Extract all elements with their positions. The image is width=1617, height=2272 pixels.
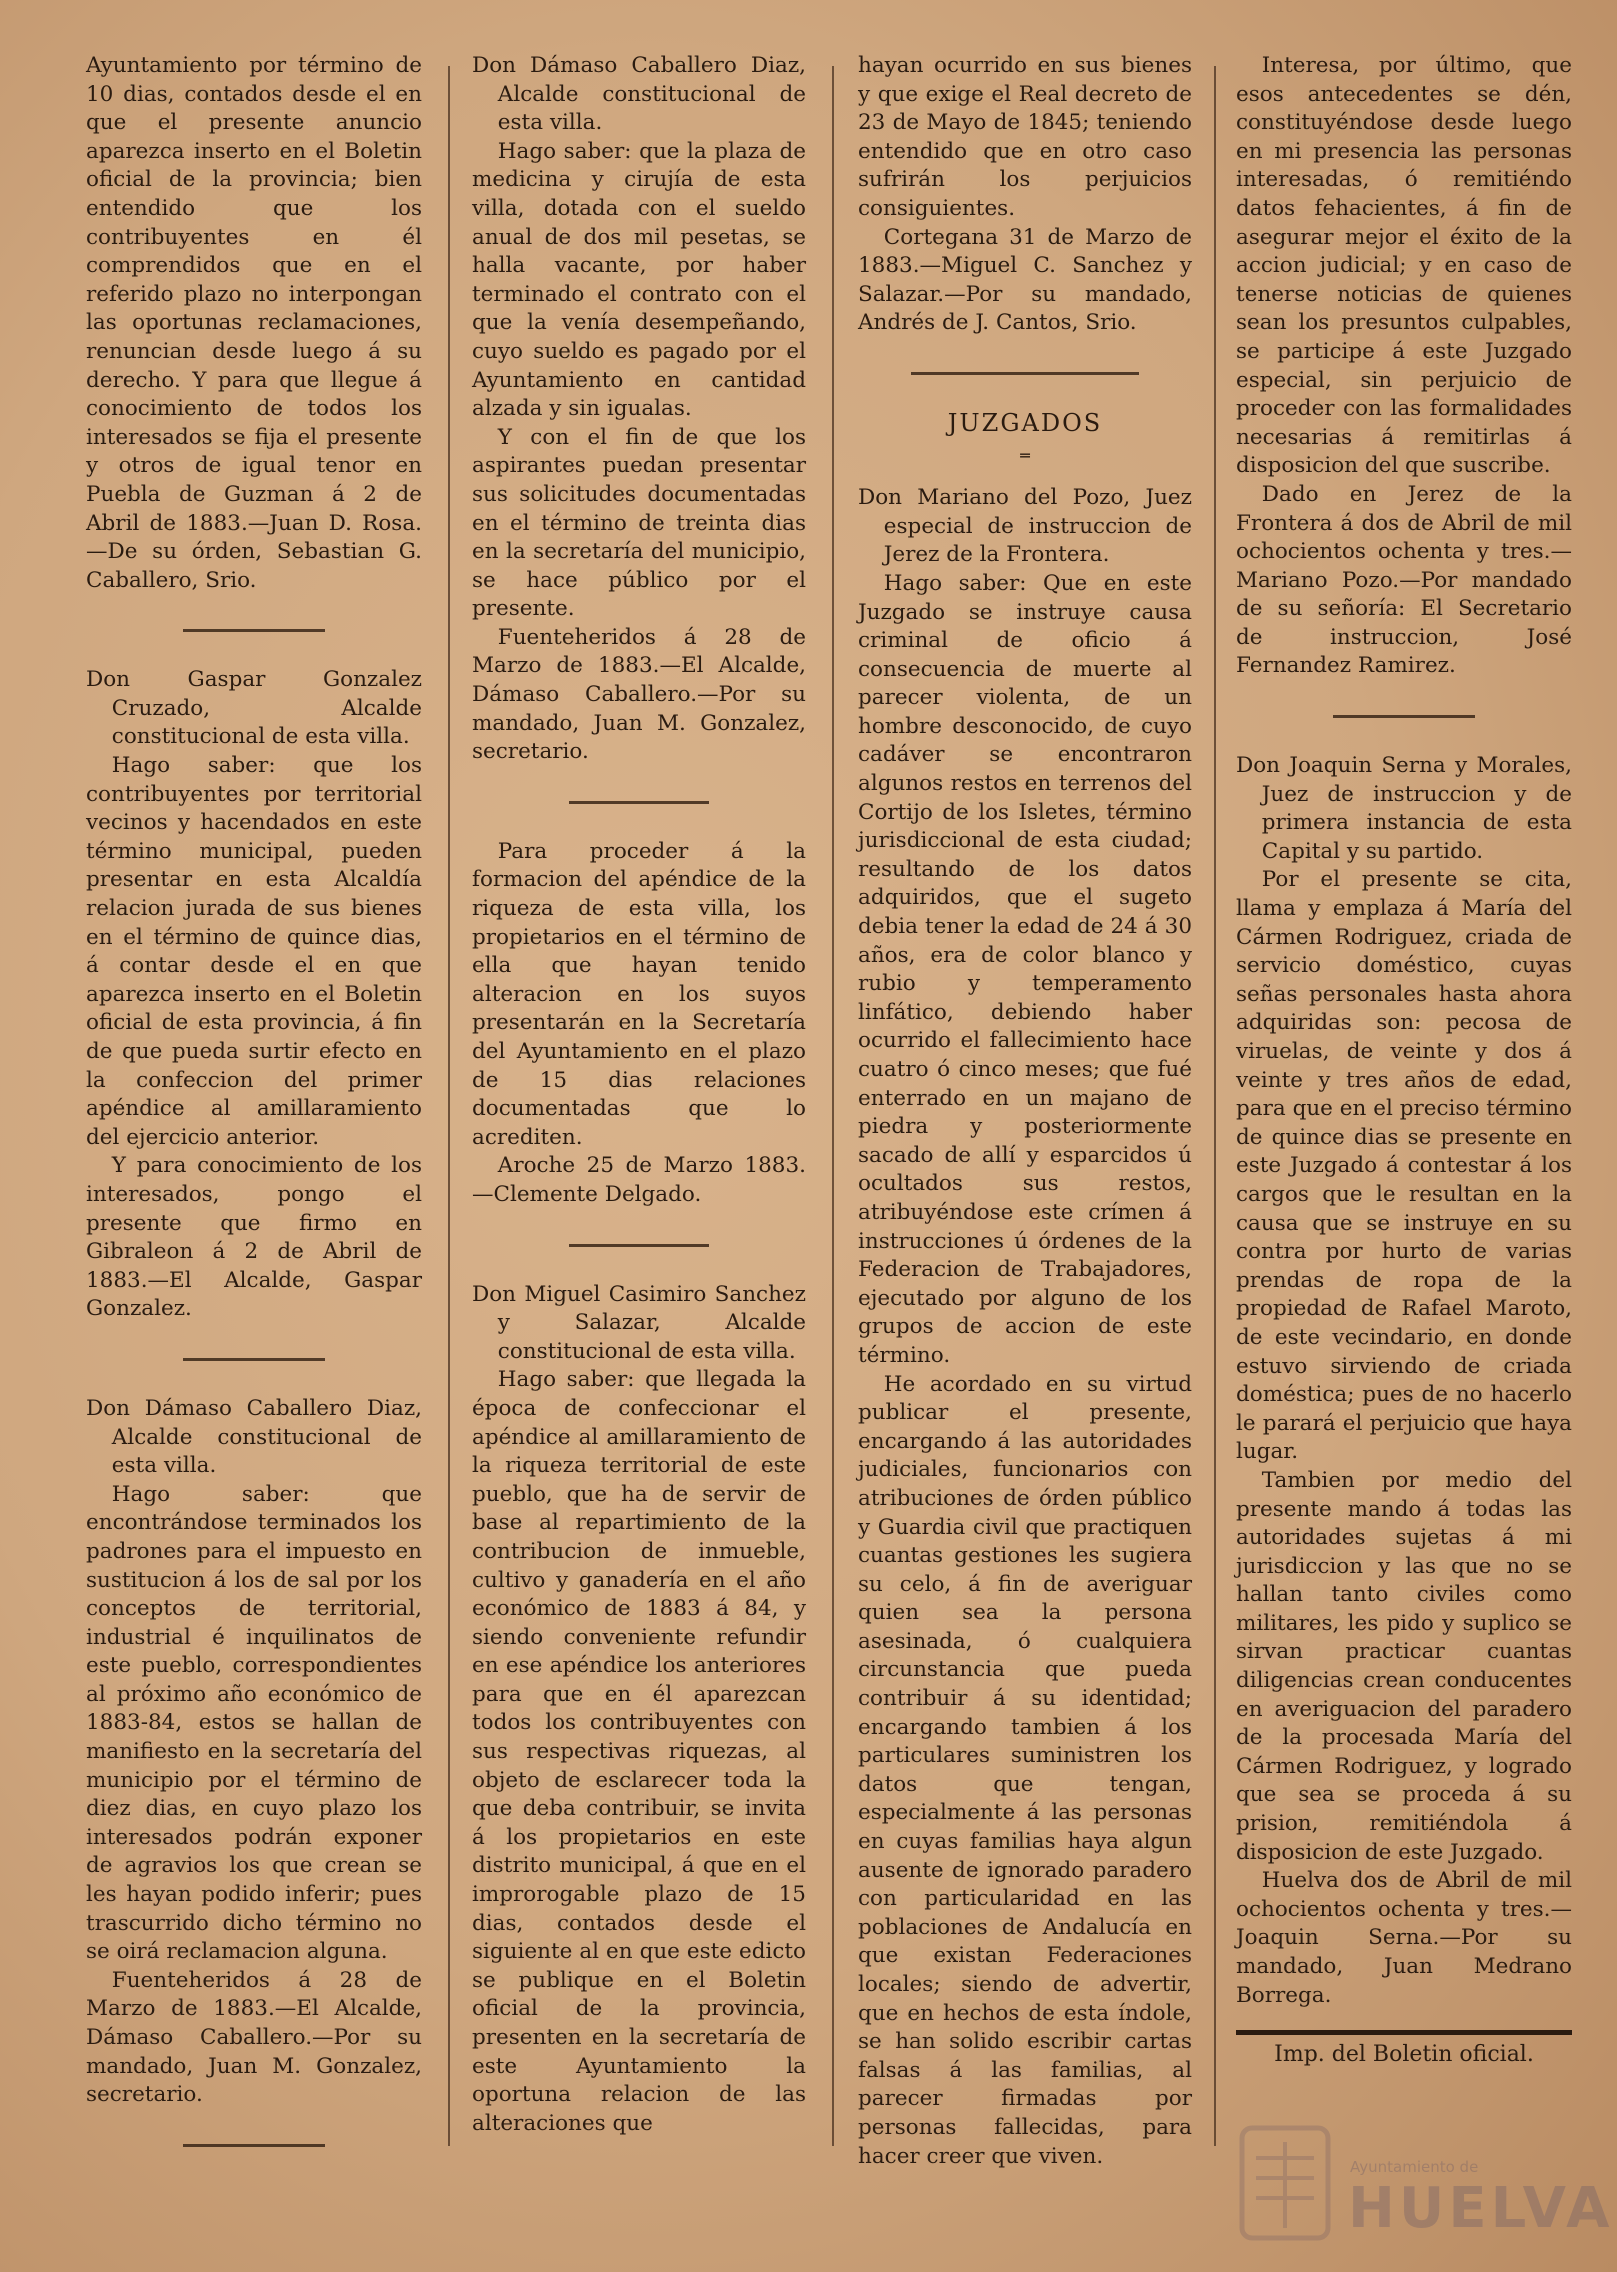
column-divider xyxy=(448,66,450,2146)
notice-paragraph: Tambien por medio del presente mando á todas las autoridades sujetas á mi jurisdiccion y las que no se hallan tanto civiles como militares, les pido y suplico se sirvan practicar cuantas diligencias crean conducentes en averiguacion del paradero de la procesada María del Cármen Rodriguez, y logrado que sea se proceda á su prision, remitiéndola á disposicion de este Juzgado. xyxy=(1236,1467,1572,1865)
title-ornament: ═ xyxy=(1020,445,1030,465)
column-3 xyxy=(858,52,1192,2171)
separator-rule xyxy=(569,1244,709,1247)
notice-paragraph: Hago saber: que los contribuyentes por territorial vecinos y hacendados en este término municipal, pueden presentar en esta Alcaldía relacion jurada de sus bienes en el término de quince dias, á contar desde el en que aparezca inserto en el Boletin oficial de esta provincia, á fin de que pueda surtir efecto en la confeccion del primer apéndice al amillaramiento del ejercicio anterior. xyxy=(86,753,422,1150)
watermark-text: HUELVA xyxy=(1348,2176,1614,2241)
separator-rule xyxy=(183,1358,324,1361)
notice-paragraph: Hago saber: que encontrándose terminados los padrones para el impuesto en sustitucion á los de sal por los conceptos de territorial, industrial é inquilinatos de este pueblo, correspondientes al próximo año económico de 1883-84, estos se hallan de manifiesto en la secretaría del municipio por el término de diez dias, en cuyo plazo los interesados podrán exponer de agravios los que crean se les hayan podido inferir; pues trascurrido dicho término no se oirá reclamacion alguna. xyxy=(86,1481,422,1965)
section-title-juzgados: JUZGADOS xyxy=(947,408,1103,437)
watermark-caption: Ayuntamiento de xyxy=(1350,2158,1479,2176)
notice-heading: Don Mariano del Pozo, Juez especial de instruccion de Jerez de la Frontera. xyxy=(858,485,1192,568)
notice-heading: Don Gaspar Gonzalez Cruzado, Alcalde constitucional de esta villa. xyxy=(86,667,422,750)
notice-paragraph: Dado en Jerez de la Frontera á dos de Abril de mil ochocientos ochenta y tres.—Mariano Pozo.—Por mandado de su señoría: El Secretario de instruccion, José Fernandez Ramirez. xyxy=(1236,481,1572,679)
footer-rule xyxy=(1236,2030,1572,2035)
notice-paragraph: Fuenteheridos á 28 de Marzo de 1883.—El Alcalde, Dámaso Caballero.—Por su mandado, Juan M. Gonzalez, secretario. xyxy=(86,1967,422,2108)
separator-rule xyxy=(911,372,1138,375)
notice-paragraph: Hago saber: Que en este Juzgado se instruye causa criminal de oficio á consecuencia de muerte al parecer violenta, de un hombre desconocido, de cuyo cadáver se encontraron algunos restos en terrenos del Cortijo de los Isletes, término jurisdiccional de esta ciudad; resultando de los datos adquiridos, que el sugeto debia tener la edad de 24 á 30 años, era de color blanco y rubio y temperamento linfático, debiendo haber ocurrido el fallecimiento hace cuatro ó cinco meses; que fué enterrado en un majano de piedra y posteriormente sacado de allí y esparcidos ú ocultados sus restos, atribuyéndose este crímen á instrucciones ú órdenes de la Federacion de Trabajadores, ejecutado por alguno de los grupos de accion de este término. xyxy=(858,570,1192,1368)
printer-imprint: Imp. del Boletin oficial. xyxy=(1274,2042,1534,2068)
notice-paragraph: Aroche 25 de Marzo 1883. —Clemente Delgado. xyxy=(472,1153,806,1207)
separator-rule xyxy=(569,801,709,804)
notice-paragraph: Hago saber: que la plaza de medicina y cirujía de esta villa, dotada con el sueldo anual de dos mil pesetas, se halla vacante, por haber terminado el contrato con el que la venía desempeñando, cuyo sueldo es pagado por el Ayuntamiento en cantidad alzada y sin igualas. xyxy=(472,138,806,422)
notice-heading: Don Joaquin Serna y Morales, Juez de instruccion y de primera instancia de esta Capital y su partido. xyxy=(1236,753,1572,864)
notice-paragraph: Por el presente se cita, llama y emplaza á María del Cármen Rodriguez, criada de servicio doméstico, cuyas señas personales hasta ahora adquiridas son: pecosa de viruelas, de veinte y dos á veinte y tres años de edad, para que en el preciso término de quince dias se presente en este Juzgado á contestar á los cargos que le resultan en la causa que se instruye en su contra por hurto de varias prendas de ropa de la propiedad de Rafael Maroto, de este vecindario, en donde estuvo sirviendo de criada doméstica; pues de no hacerlo le parará el perjuicio que haya lugar. xyxy=(1236,867,1572,1465)
notice-heading: Don Dámaso Caballero Diaz, Alcalde constitucional de esta villa. xyxy=(86,1395,422,1479)
notice-heading: Don Dámaso Caballero Diaz, Alcalde constitucional de esta villa. xyxy=(472,53,806,136)
notice-text: Ayuntamiento por término de 10 dias, contados desde el en que el presente anuncio aparezca inserto en el Boletin oficial de la provincia; bien entendido que los contribuyentes en él comprendidos que en el referido plazo no interpongan las oportunas reclamaciones, renuncian desde luego á su derecho. Y para que llegue á conocimiento de todos los interesados se fija el presente y otros de igual tenor en Puebla de Guzman á 2 de Abril de 1883.—Juan D. Rosa.—De su órden, Sebastian G. Caballero, Srio. xyxy=(86,53,422,593)
notice-paragraph: Para proceder á la formacion del apéndice de la riqueza de esta villa, los propietarios en el término de ella que hayan tenido alteracion en los suyos presentarán en la Secretaría del Ayuntamiento en el plazo de 15 dias relaciones documentadas que lo acrediten. xyxy=(472,838,806,1150)
separator-rule xyxy=(183,629,324,632)
notice-paragraph: He acordado en su virtud publicar el presente, encargando á las autoridades judiciales, funcionarios con atribuciones de órden público y Guardia civil que practiquen cuantas gestiones les sugiera su celo, á fin de averiguar quien sea la persona asesinada, ó cualquiera circunstancia que pueda contribuir á su identidad; encargando tambien á los particulares suministren los datos que tengan, especialmente á las personas en cuyas familias haya algun ausente de ignorado paradero con particularidad en las poblaciones de Andalucía en que existan Federaciones locales; siendo de advertir, que en hechos de esta índole, se han solido escribir cartas falsas á las familias, al parecer firmadas por personas fallecidas, para hacer creer que viven. xyxy=(858,1371,1192,2169)
column-divider xyxy=(1214,66,1216,2146)
notice-paragraph: Huelva dos de Abril de mil ochocientos ochenta y tres.—Joaquin Serna.—Por su mandado, Juan Medrano Borrega. xyxy=(1236,1868,1572,2008)
column-2 xyxy=(472,52,806,2138)
notice-paragraph: Interesa, por último, que esos antecedentes se dén, constituyéndose desde luego en mi presencia las personas interesadas, ó remitiéndo datos fehacientes, á fin de asegurar mejor el éxito de la accion judicial; y en caso de tenerse noticias de quienes sean los presuntos culpables, se participe á este Juzgado especial, sin perjuicio de proceder con las formalidades necesarias á remitirlas á disposicion del que suscribe. xyxy=(1236,53,1572,479)
notice-paragraph: Fuenteheridos á 28 de Marzo de 1883.—El Alcalde, Dámaso Caballero.—Por su mandado, Juan M. Gonzalez, secretario. xyxy=(472,624,806,765)
column-4 xyxy=(1236,52,1572,2070)
notice-paragraph: Cortegana 31 de Marzo de 1883.—Miguel C. Sanchez y Salazar.—Por su mandado, Andrés de J. Cantos, Srio. xyxy=(858,224,1192,336)
notice-heading: Don Miguel Casimiro Sanchez y Salazar, Alcalde constitucional de esta villa. xyxy=(472,1281,806,1364)
notice-paragraph: Y para conocimiento de los interesados, pongo el presente que firmo en Gibraleon á 2 de Abril de 1883.—El Alcalde, Gaspar Gonzalez. xyxy=(86,1153,422,1322)
separator-rule xyxy=(183,2144,324,2147)
separator-rule xyxy=(1333,715,1474,718)
column-divider xyxy=(832,66,834,2146)
notice-paragraph: Y con el fin de que los aspirantes puedan presentar sus solicitudes documentadas en el término de treinta dias en la secretaría del municipio, se hace público por el presente. xyxy=(472,424,806,622)
notice-paragraph: Hago saber: que llegada la época de confeccionar el apéndice al amillaramiento de la riqueza territorial de este pueblo, que ha de servir de base al repartimiento de la contribucion de inmueble, cultivo y ganadería en el año económico de 1883 á 84, y siendo conveniente refundir en ese apéndice los anteriores para que en él aparezcan todos los contribuyentes con sus respectivas riquezas, al objeto de esclarecer toda la que deba contribuir, se invita á los propietarios en este distrito municipal, á que en el improrogable plazo de 15 dias, contados desde el siguiente al en que este edicto se publique en el Boletin oficial de la provincia, presenten en la secretaría de este Ayuntamiento la oportuna relacion de las alteraciones que xyxy=(472,1367,806,2136)
column-1 xyxy=(86,52,422,2181)
notice-text: hayan ocurrido en sus bienes y que exige el Real decreto de 23 de Mayo de 1845; teniendo entendido que en otro caso sufrirán los perjuicios consiguientes. xyxy=(858,53,1192,221)
